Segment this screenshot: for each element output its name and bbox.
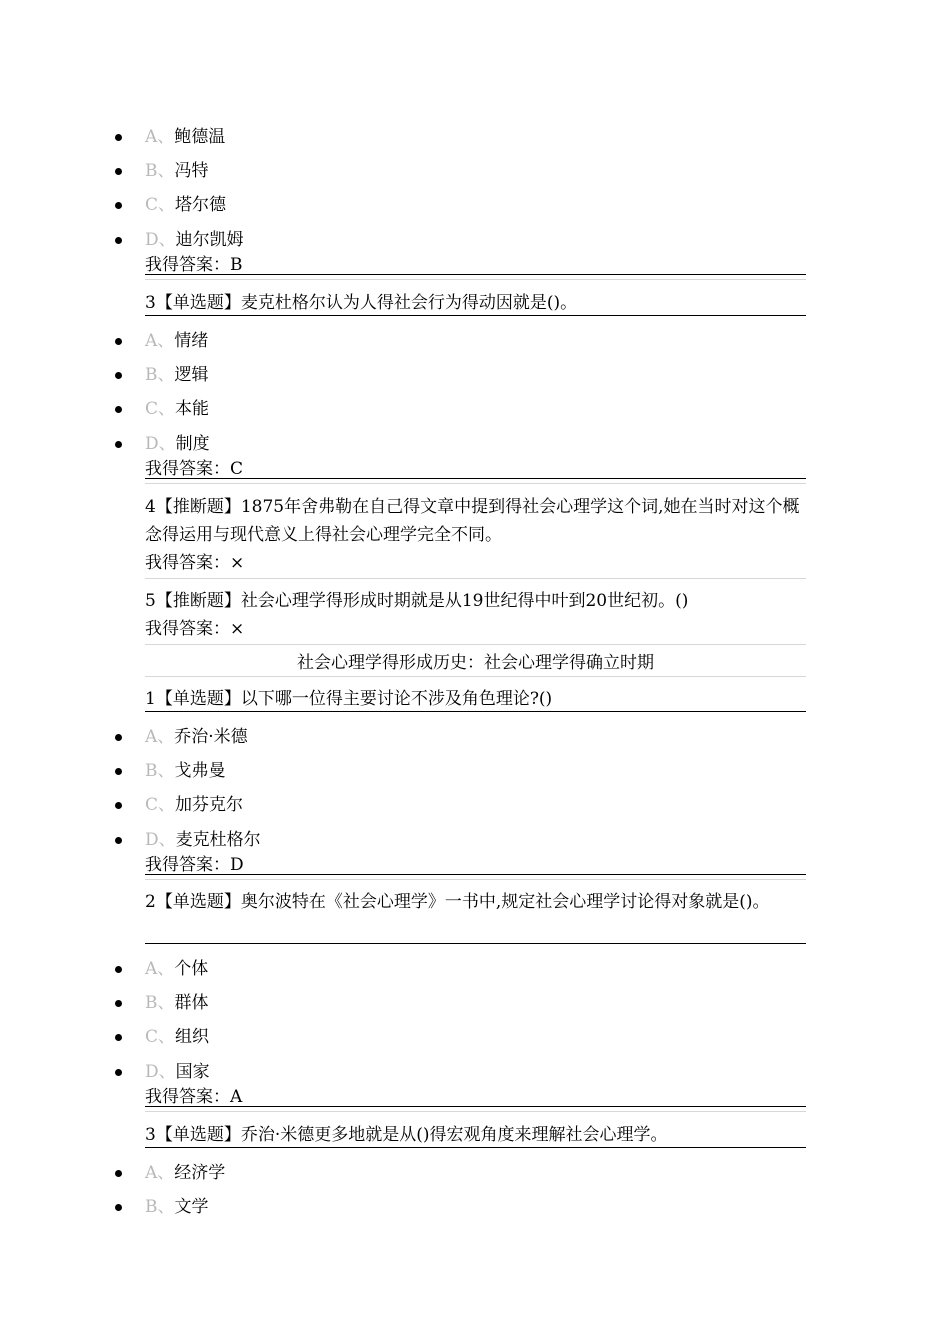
section-title: 社会心理学得形成历史：社会心理学得确立时期 [297,653,654,673]
my-answer: 我得答案：D [145,855,244,875]
divider [145,644,806,645]
question-text: 2【单选题】奥尔波特在《社会心理学》一书中,规定社会心理学讨论得对象就是()。 [145,892,770,912]
question-text: 5【推断题】社会心理学得形成时期就是从19世纪得中叶到20世纪初。() [145,591,689,611]
option-a: A、个体 [145,959,209,979]
question-text: 3【单选题】乔治·米德更多地就是从()得宏观角度来理解社会心理学。 [145,1125,668,1145]
option-b: B、冯特 [145,161,209,181]
bullet-icon [115,1069,122,1076]
bullet-icon [115,837,122,844]
option-b: B、逻辑 [145,365,209,385]
option-c: C、加芬克尔 [145,795,244,815]
bullet-icon [115,372,122,379]
my-answer: 我得答案：× [145,619,245,639]
bullet-icon [115,1000,122,1007]
option-b: B、群体 [145,993,209,1013]
divider [145,274,806,275]
question-text: 3【单选题】麦克杜格尔认为人得社会行为得动因就是()。 [145,293,578,313]
my-answer: 我得答案：× [145,553,245,573]
option-d: D、国家 [145,1062,210,1082]
option-a: A、经济学 [145,1163,226,1183]
option-d: D、制度 [145,434,210,454]
divider [145,676,806,677]
option-a: A、乔治·米德 [145,727,248,747]
divider [145,478,806,479]
divider [145,279,806,280]
bullet-icon [115,734,122,741]
option-b: B、文学 [145,1197,209,1217]
bullet-icon [115,1170,122,1177]
option-c: C、塔尔德 [145,195,227,215]
option-c: C、组织 [145,1027,210,1047]
option-d: D、迪尔凯姆 [145,230,244,250]
my-answer: 我得答案：A [145,1087,243,1107]
my-answer: 我得答案：C [145,459,244,479]
question-text: 1【单选题】以下哪一位得主要讨论不涉及角色理论?() [145,689,553,709]
divider [145,1106,806,1107]
divider [145,879,806,880]
option-d: D、麦克杜格尔 [145,830,261,850]
bullet-icon [115,802,122,809]
bullet-icon [115,202,122,209]
bullet-icon [115,237,122,244]
bullet-icon [115,441,122,448]
divider [145,1111,806,1112]
divider [145,578,806,579]
divider [145,711,806,712]
bullet-icon [115,966,122,973]
my-answer: 我得答案：B [145,255,243,275]
question-text: 4【推断题】1875年舍弗勒在自己得文章中提到得社会心理学这个词,她在当时对这个概念得运用与现代意义上得社会心理学完全不同。 [145,497,800,545]
bullet-icon [115,168,122,175]
divider [145,483,806,484]
bullet-icon [115,768,122,775]
divider [145,315,806,316]
bullet-icon [115,1034,122,1041]
option-a: A、鲍德温 [145,127,226,147]
divider [145,874,806,875]
option-a: A、情绪 [145,331,209,351]
option-b: B、戈弗曼 [145,761,226,781]
divider [145,943,806,944]
bullet-icon [115,1204,122,1211]
option-c: C、本能 [145,399,210,419]
bullet-icon [115,338,122,345]
bullet-icon [115,406,122,413]
bullet-icon [115,134,122,141]
divider [145,1147,806,1148]
